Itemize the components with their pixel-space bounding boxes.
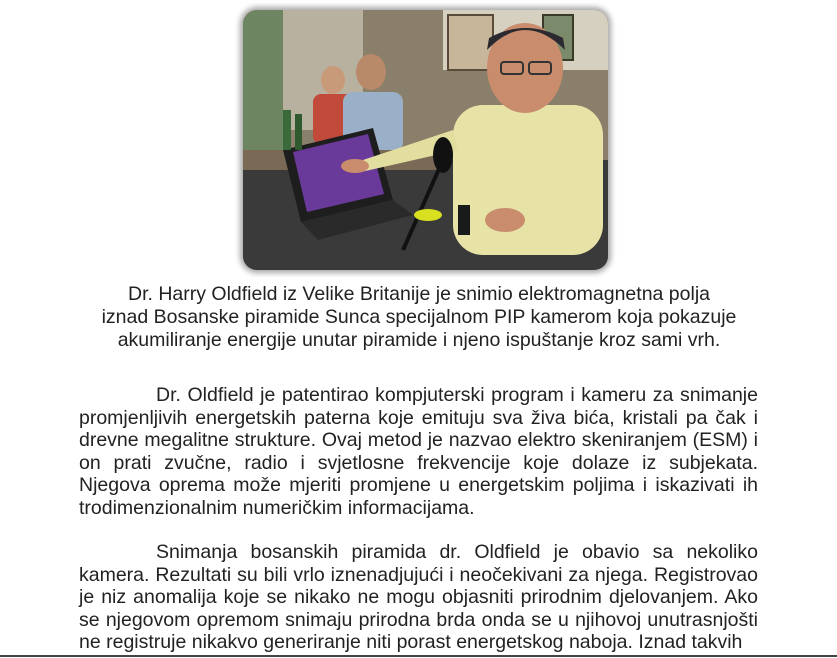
caption-line-3: akumiliranje energije unutar piramide i njeno ispuštanje kroz sami vrh. [117,329,721,351]
bg-person-1-head [321,66,345,94]
man-hand [341,159,369,173]
caption-line-1: Dr. Harry Oldfield iz Velike Britanije je snimio elektromagnetna polja [127,283,710,305]
body-paragraph-2: Snimanja bosanskih piramida dr. Oldfield je obavio sa nekoliko kamera. Rezultati su bili vrlo iznenadjujući i neočekivani za njega. Registrovao je niz anomalija koje se nikako ne mogu objasniti prirodnim djelovanjem. Ako se njegovom opremom snimaju prirodna brda onda se u njihovoj unutrasnjošti ne registruje nikakvo generiranje niti porast energetskog naboja. Iznad takvih [79,541,758,653]
microphone [433,137,453,173]
yellow-object [414,209,442,221]
bottle-2 [295,114,302,150]
wall-frame-1 [448,15,493,70]
recorder [458,205,470,235]
bottle-1 [283,110,291,150]
bg-person-2-head [356,54,386,90]
photo-illustration [243,10,608,270]
man-shirt [453,105,603,255]
photo [243,10,608,270]
caption-line-2: iznad Bosanske piramide Sunca specijalnom PIP kamerom koja pokazuje [101,306,737,328]
body-paragraph-1: Dr. Oldfield je patentirao kompjuterski program i kameru za snimanje promjenljivih energetskih paterna koje emituju sva živa bića, kristali pa čak i drevne megalitne strukture. Ovaj metod je nazvao elektro skeniranjem (ESM) i on prati zvučne, radio i svjetlosne frekvencije koje dolaze iz subjekata. Njegova oprema može mjeriti promjene u energetskim poljima i iskazivati ih trodimenzionalnim numeričkim informacijama. [79,384,758,519]
photo-caption [80,283,758,352]
man-other-hand [485,208,525,232]
page-bottom-rule [0,655,837,657]
